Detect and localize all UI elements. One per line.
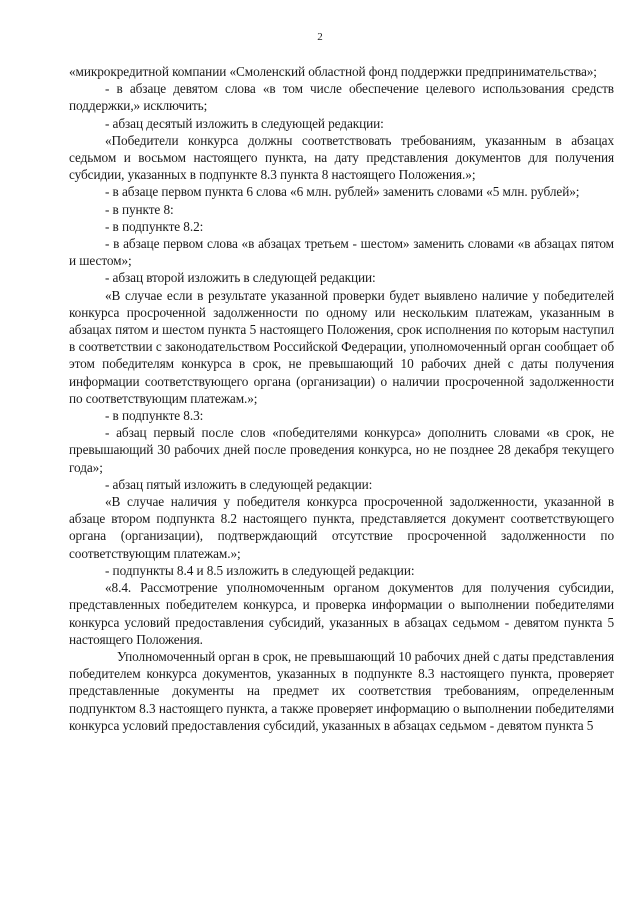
paragraph-2: - в абзаце девятом слова «в том числе обеспечение целевого использования средств поддержки,» исключить; xyxy=(69,81,614,114)
paragraph-17: Уполномоченный орган в срок, не превышающий 10 рабочих дней с даты представления победителем конкурса документов, указанных в подпункте 8.3 настоящего пункта, проверяет представленные документы на предмет их соответствия требованиям, определенным подпунктом 8.3 настоящего пункта, а также проверяет информацию о выполнении победителями конкурса условий предоставления субсидий, указанных в абзацах седьмом - девятом пункта 5 xyxy=(69,648,614,733)
paragraph-4: «Победители конкурса должны соответствовать требованиям, указанным в абзацах седьмом и восьмом настоящего пункта, на дату представления документов для получения субсидии, указанных в подпункте 8.3 пункта 8 настоящего Положения.»; xyxy=(69,132,614,183)
paragraph-11: - в подпункте 8.3: xyxy=(105,408,204,424)
paragraph-5: - в абзаце первом пункта 6 слова «6 млн. рублей» заменить словами «5 млн. рублей»; xyxy=(105,184,580,200)
paragraph-3: - абзац десятый изложить в следующей редакции: xyxy=(105,115,384,131)
paragraph-1: «микрокредитной компании «Смоленский областной фонд поддержки предпринимательства»; xyxy=(69,64,597,79)
paragraph-8: - в абзаце первом слова «в абзацах третьем - шестом» заменить словами «в абзацах пятом и шестом»; xyxy=(69,236,614,269)
paragraph-12: - абзац первый после слов «победителями конкурса» дополнить словами «в срок, не превышающий 30 рабочих дней после проведения конкурса, но не позднее 28 декабря текущего года»; xyxy=(69,425,614,475)
paragraph-9: - абзац второй изложить в следующей редакции: xyxy=(105,270,376,286)
document-body xyxy=(69,63,614,734)
paragraph-7: - в подпункте 8.2: xyxy=(105,218,204,234)
paragraph-16: «8.4. Рассмотрение уполномоченным органом документов для получения субсидии, представленных победителем конкурса, и проверка информации о выполнении победителями конкурса условий предоставления субсидий, указанных в абзацах седьмом - девятом пункта 5 настоящего Положения. xyxy=(69,580,614,647)
paragraph-15: - подпункты 8.4 и 8.5 изложить в следующей редакции: xyxy=(105,562,415,578)
page-number: 2 xyxy=(317,31,323,43)
paragraph-6: - в пункте 8: xyxy=(105,201,174,217)
paragraph-14: «В случае наличия у победителя конкурса просроченной задолженности, указанной в абзаце втором подпункта 8.2 настоящего пункта, представляется документ соответствующего органа (организации), подтверждающий отсутствие просроченной задолженности по соответствующим платежам.»; xyxy=(69,494,614,561)
paragraph-13: - абзац пятый изложить в следующей редакции: xyxy=(105,476,373,492)
paragraph-10: «В случае если в результате указанной проверки будет выявлено наличие у победителей конкурса просроченной задолженности по одному или нескольким платежам, указанным в абзацах пятом и шестом пункта 5 настоящего Положения, срок исполнения по которым наступил в соответствии с законодательством Российской Федерации, уполномоченный орган сообщает об этом победителям конкурса в срок, не превышающий 10 рабочих дней с даты получения информации соответствующего органа (организации) о наличии просроченной задолженности по соответствующим платежам.»; xyxy=(69,287,614,406)
